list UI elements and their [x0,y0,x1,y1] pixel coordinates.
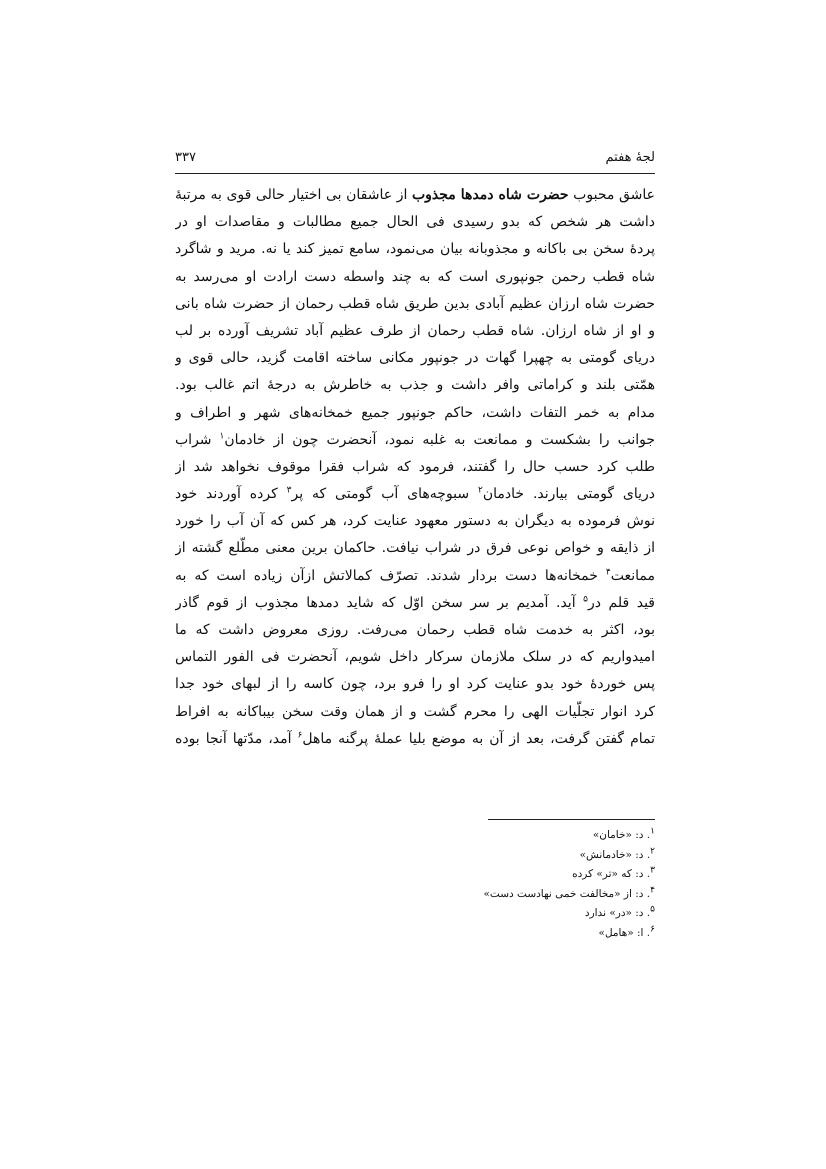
text-segment: سبوچه‌های آب گومتی که پر [291,486,479,503]
chapter-title: لجۀ هفتم [605,150,655,165]
footnote [175,826,655,846]
footnote-marker: ۵ [583,594,588,605]
page-number: ۳۳۷ [175,150,196,165]
text-segment: عاشق محبوب [568,187,655,203]
footnote-rule [488,819,655,820]
text-segment: تمام گفتن گرفت، بعد از آن به موضع بلیا عملۀ پرگنه ماهل [302,730,655,747]
text-line [175,236,655,263]
text-segment: داشت هر شخص که بدو رسیدی فی الحال جمیع مطالبات و مقاصدات او در [175,214,655,231]
text-segment: بود، اکثر به خدمت شاه قطب رحمان می‌رفت. روزی معروض داشت که ما [175,622,655,638]
text-line [175,400,655,427]
footnote-number: ۳ [650,865,655,876]
text-segment: پس خوردۀ خود بدو عنایت کرد او را فرو برد، چون کاسه را از لبهای خود جدا [175,676,655,693]
footnote-text: . د: از «مخالفت خمی نهادست دست» [483,887,651,900]
text-line [175,182,655,209]
text-line [175,454,655,481]
text-segment: دریای گومتی بیارند. خادمان [482,486,655,503]
text-line [175,345,655,372]
footnote [175,865,655,885]
text-segment: کرده آوردند خود [175,486,287,503]
text-segment: شاه قطب رحمن جونپوری است که به چند واسطه دست ارادت او می‌رسد به [175,268,655,285]
text-segment: امیدواریم که در سلک ملازمان سرکار داخل شویم، آنحضرت فی الفور التماس [175,649,655,666]
text-segment: از عاشقان بی اختیار حالی قوی به مرتبۀ [175,187,412,203]
text-line [175,318,655,345]
text-segment: از ذایقه و خواص نوعی فرق در شراب نیافت. حاکمان برین معنی مطّلع گشته از [175,540,655,557]
footnote-number: ۵ [650,904,655,915]
text-line [175,563,655,590]
footnote-marker: ۲ [478,485,483,496]
footnote-text: . د: «خادمانش» [579,848,651,861]
text-line [175,209,655,236]
text-line [175,644,655,671]
footnote-marker: ۱ [219,431,225,442]
footnote [175,846,655,866]
footnotes [175,826,655,943]
footnote-text: . د: «در» ندارد [584,907,651,919]
footnote-marker: ۴ [605,566,611,577]
header-rule [175,173,655,174]
footnote-number: ۶ [650,924,655,934]
text-segment: جوانب را بشکست و ممانعت به غلبه نمود، آنحضرت چون از خادمان [224,431,655,448]
text-segment: نوش فرموده به دیگران به دستور معهود عنایت کرد، هر کس که آن آب را خورد [175,513,655,530]
text-line [175,264,655,291]
body-text [175,182,655,753]
footnote-text: . د: که «تر» کرده [572,868,651,880]
footnote-number: ۲ [650,846,655,856]
text-segment: پردۀ سخن بی باکانه و مجذوبانه بیان می‌نمود، سامع تمیز کند یا نه. مرید و شاگرد [175,241,655,258]
footnote [175,885,655,905]
footnote [175,904,655,924]
text-segment: طلب کرد حسب حال را گفتند، فرمود که شراب فقرا موقوف نخواهد شد از [175,458,655,475]
text-segment: شراب [175,431,220,448]
footnote-number: ۴ [650,885,655,895]
text-line [175,481,655,508]
text-segment: خمخانه‌ها دست بردار شدند. تصرّف کمالاتش ازآن زیاده است که به [175,567,606,584]
text-segment: و او از شاه ارزان. شاه قطب رحمان از طرف عظیم آباد تشریف آورده بر لب [175,322,655,339]
text-segment: آمد، مدّتها آنجا بوده [175,730,298,747]
text-line [175,427,655,454]
text-line [175,617,655,644]
footnote-number: ۱ [650,826,655,837]
text-line [175,699,655,726]
text-line [175,726,655,753]
footnote-text: . ا: «هامل» [598,926,651,939]
running-header [175,146,655,170]
text-segment: همّتی بلند و کراماتی وافر داشت و جذب به خاطرش به درجۀ اتم غالب بود. [175,377,655,394]
saint-name: حضرت شاه دمدها مجذوب [411,187,569,203]
footnote-marker: ۶ [297,730,303,741]
footnote-text: . د: «خامان» [592,829,651,841]
text-segment: دریای گومتی به چهپرا گهات در جونپور مکانی ساخته اقامت گزید، حالی قوی و [175,350,655,367]
text-line [175,291,655,318]
text-segment: کرد انوار تجلّیات الهی را محرم گشت و از همان وقت سخن بیباکانه به افراط [175,703,655,720]
text-line [175,372,655,399]
text-segment: مدام به خمر التفات داشت، حاکم جونپور جمیع خمخانه‌های شهر و اطراف و [175,404,655,421]
text-segment: ممانعت [610,567,655,584]
footnote [175,924,655,944]
text-line [175,508,655,535]
text-segment: حضرت شاه ارزان عظیم آبادی بدین طریق شاه قطب رحمان از حضرت شاه بانی [175,295,655,312]
text-line [175,535,655,562]
text-line [175,590,655,617]
text-segment: قید قلم در [587,594,655,611]
text-line [175,671,655,698]
footnote-marker: ۳ [286,485,292,496]
text-segment: آید. آمدیم بر سر سخن اوّل که شاید دمدها مجذوب از قوم گاذر [175,594,584,611]
